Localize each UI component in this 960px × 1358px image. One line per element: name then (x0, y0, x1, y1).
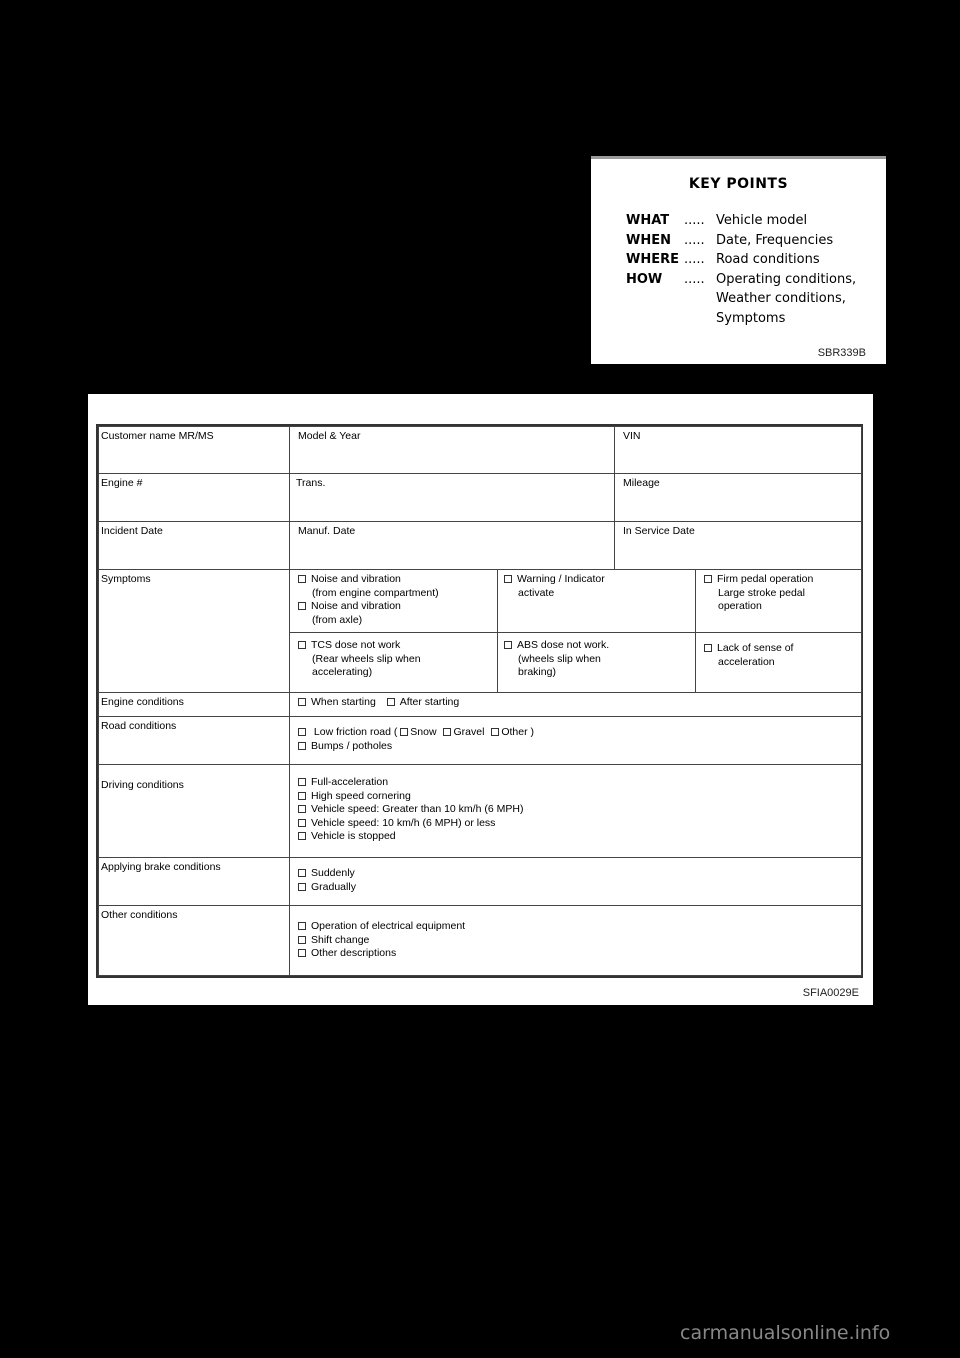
engine-conditions-options (290, 693, 862, 717)
checkbox-icon[interactable] (298, 805, 306, 813)
brake-conditions-options (290, 858, 862, 906)
option-full-acceleration[interactable]: Full-acceleration (298, 776, 859, 790)
field-incident-date[interactable]: Incident Date (99, 522, 290, 570)
option-when-starting[interactable]: When starting (298, 696, 376, 708)
brake-conditions-label: Applying brake conditions (99, 858, 290, 906)
checkbox-icon[interactable] (298, 792, 306, 800)
worksheet-row-engine-conditions (99, 693, 862, 717)
option-gradually[interactable]: Gradually (298, 881, 859, 895)
checkbox-icon[interactable] (298, 602, 306, 610)
checkbox-icon[interactable] (298, 742, 306, 750)
figure-code: SBR339B (817, 347, 866, 359)
field-model-year[interactable]: Model & Year (290, 427, 615, 474)
key-points-title: KEY POINTS (688, 176, 789, 192)
option-bumps[interactable]: Bumps / potholes (298, 740, 859, 754)
checkbox-icon[interactable] (298, 869, 306, 877)
engine-conditions-label: Engine conditions (99, 693, 290, 717)
field-in-service-date[interactable]: In Service Date (615, 522, 862, 570)
checkbox-icon[interactable] (387, 698, 395, 706)
field-manuf-date[interactable]: Manuf. Date (290, 522, 615, 570)
checkbox-icon[interactable] (298, 698, 306, 706)
checkbox-icon[interactable] (298, 832, 306, 840)
driving-conditions-label: Driving conditions (99, 765, 290, 858)
field-engine-number[interactable]: Engine # (99, 474, 290, 522)
option-noise-axle[interactable]: Noise and vibration (298, 600, 495, 614)
watermark: carmanualsonline.info (680, 1322, 891, 1344)
field-trans[interactable]: Trans. (290, 474, 615, 522)
checkbox-icon[interactable] (298, 936, 306, 944)
symptoms-label: Symptoms (99, 570, 290, 693)
key-points-list (626, 211, 856, 328)
checkbox-icon[interactable] (504, 575, 512, 583)
symptom-abs: ABS dose not work. (wheels slip when braking) (498, 633, 696, 693)
option-warning-indicator[interactable]: Warning / Indicator (504, 573, 693, 587)
worksheet-row-driving-conditions (99, 765, 862, 858)
worksheet-row-other-conditions (99, 906, 862, 976)
worksheet-row-brake-conditions (99, 858, 862, 906)
checkbox-icon[interactable] (704, 644, 712, 652)
checkbox-icon[interactable] (298, 949, 306, 957)
checkbox-icon[interactable] (400, 728, 408, 736)
option-pedal-operation[interactable]: Firm pedal operation (704, 573, 859, 587)
option-other-road[interactable]: Other ) (501, 726, 535, 738)
worksheet-row-engine (99, 474, 862, 522)
checkbox-icon[interactable] (491, 728, 499, 736)
worksheet-grid (96, 424, 863, 978)
option-gravel[interactable]: Gravel (453, 726, 485, 738)
other-conditions-options (290, 906, 862, 976)
key-point-when: WHEN ..... Date, Frequencies (626, 232, 834, 248)
field-customer-name[interactable]: Customer name MR/MS (99, 427, 290, 474)
key-point-how-cont-1: Weather conditions, (716, 291, 846, 306)
option-abs[interactable]: ABS dose not work. (504, 639, 693, 653)
key-point-how-cont-2: Symptoms (716, 310, 786, 326)
checkbox-icon[interactable] (443, 728, 451, 736)
option-lack-acceleration[interactable]: Lack of sense of (704, 642, 859, 656)
checkbox-icon[interactable] (298, 819, 306, 827)
key-point-what: WHAT ..... Vehicle model (626, 213, 808, 228)
road-conditions-options (290, 717, 862, 765)
road-conditions-label: Road conditions (99, 717, 290, 765)
option-speed-less[interactable]: Vehicle speed: 10 km/h (6 MPH) or less (298, 817, 859, 831)
option-tcs[interactable]: TCS dose not work (298, 639, 495, 653)
checkbox-icon[interactable] (504, 641, 512, 649)
option-vehicle-stopped[interactable]: Vehicle is stopped (298, 830, 859, 844)
key-point-how: HOW ..... Operating conditions, (626, 271, 857, 287)
symptom-warning-indicator: Warning / Indicator activate (498, 570, 696, 633)
checkbox-icon[interactable] (298, 922, 306, 930)
symptom-noise-vibration: Noise and vibration (from engine compartment) Noise and vibration (from axle) (290, 570, 498, 633)
field-vin[interactable]: VIN (615, 427, 862, 474)
option-after-starting[interactable]: After starting (387, 696, 460, 708)
field-mileage[interactable]: Mileage (615, 474, 862, 522)
symptom-tcs: TCS dose not work (Rear wheels slip when accelerating) (290, 633, 498, 693)
key-points-figure (591, 156, 886, 364)
worksheet-table (98, 426, 862, 976)
checkbox-icon[interactable] (298, 728, 306, 736)
symptom-acceleration: Lack of sense of acceleration (696, 633, 862, 693)
option-noise-engine[interactable]: Noise and vibration (298, 573, 495, 587)
checkbox-icon[interactable] (298, 778, 306, 786)
option-suddenly[interactable]: Suddenly (298, 867, 859, 881)
option-high-speed-cornering[interactable]: High speed cornering (298, 790, 859, 804)
worksheet-row-dates (99, 522, 862, 570)
key-point-where: WHERE ..... Road conditions (626, 252, 820, 267)
driving-conditions-options (290, 765, 862, 858)
worksheet-row-road-conditions (99, 717, 862, 765)
diagnostic-worksheet-figure (88, 394, 873, 1005)
option-snow[interactable]: Snow (410, 726, 437, 738)
worksheet-row-customer (99, 427, 862, 474)
checkbox-icon[interactable] (298, 883, 306, 891)
other-conditions-label: Other conditions (99, 906, 290, 976)
option-shift-change[interactable]: Shift change (298, 934, 859, 948)
figure-code: SFIA0029E (802, 987, 859, 999)
worksheet-row-symptoms-1 (99, 570, 862, 633)
checkbox-icon[interactable] (298, 641, 306, 649)
option-low-friction[interactable]: Low friction road ( Snow Gravel Other ) (298, 726, 859, 740)
option-other-descriptions[interactable]: Other descriptions (298, 947, 859, 961)
checkbox-icon[interactable] (298, 575, 306, 583)
checkbox-icon[interactable] (704, 575, 712, 583)
symptom-pedal-operation: Firm pedal operation Large stroke pedal operation (696, 570, 862, 633)
option-speed-greater[interactable]: Vehicle speed: Greater than 10 km/h (6 MPH) (298, 803, 859, 817)
option-electrical-equipment[interactable]: Operation of electrical equipment (298, 920, 859, 934)
